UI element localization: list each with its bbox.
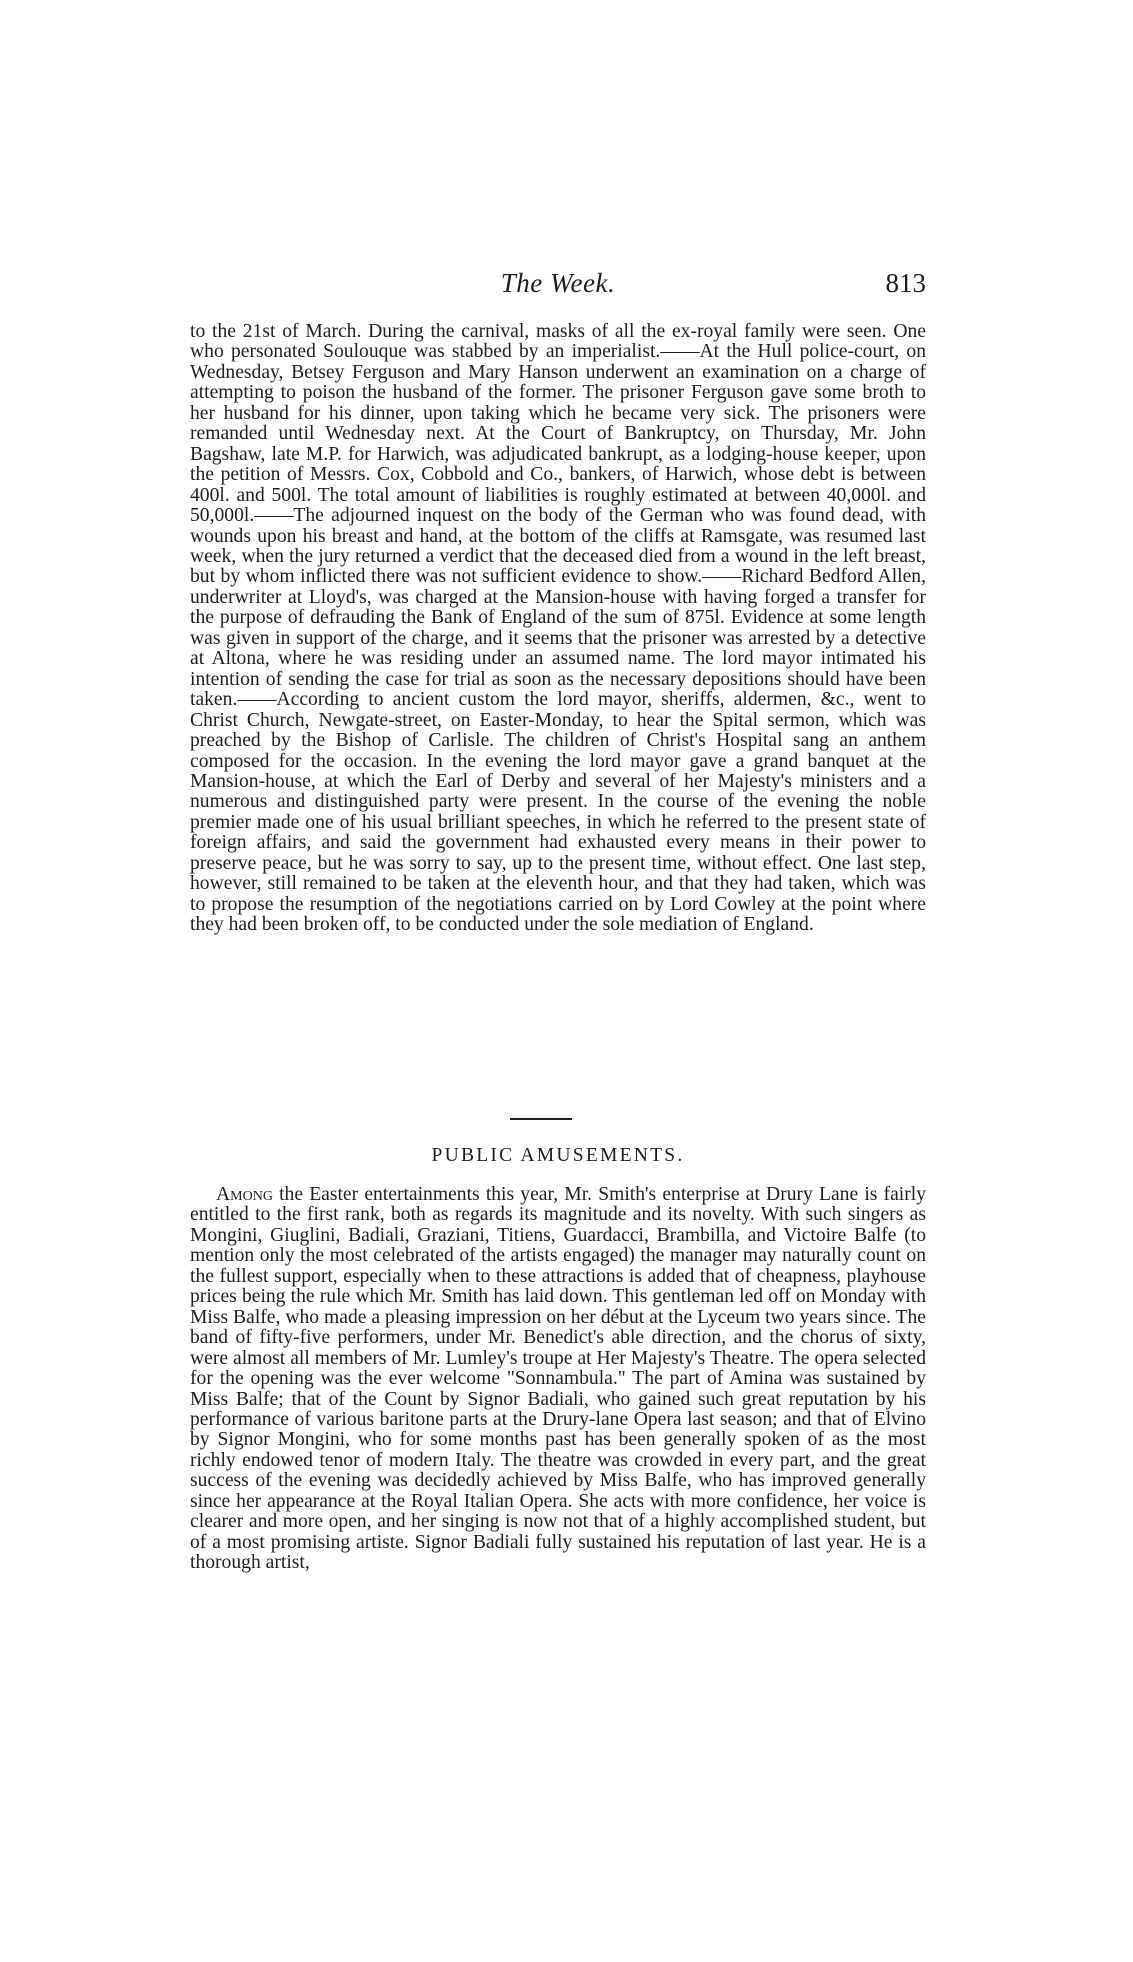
page-header xyxy=(190,268,926,308)
section-heading: PUBLIC AMUSEMENTS. xyxy=(431,1145,685,1166)
section-divider xyxy=(510,1118,572,1120)
article-paragraph-week-news: to the 21st of March. During the carnival, masks of all the ex-royal family were seen. One who personated Soulouque was stabbed by an imperialist.——At the Hull police-court, on Wednesday, Betsey Ferguson and Mary Hanson underwent an examination on a charge of attempting to poison the husband of the former. The prisoner Ferguson gave some broth to her husband for his dinner, upon taking which he became very sick. The prisoners were remanded until Wednesday next. At the Court of Bankruptcy, on Thursday, Mr. John Bagshaw, late M.P. for Harwich, was adjudicated bankrupt, as a lodging-house keeper, upon the petition of Messrs. Cox, Cobbold and Co., bankers, of Harwich, whose debt is between 400l. and 500l. The total amount of liabilities is roughly estimated at between 40,000l. and 50,000l.——The adjourned inquest on the body of the German who was found dead, with wounds upon his breast and hand, at the bottom of the cliffs at Ramsgate, was resumed last week, when the jury returned a verdict that the deceased died from a wound in the left breast, but by whom inflicted there was not sufficient evidence to show.——Richard Bedford Allen, underwriter at Lloyd's, was charged at the Mansion-house with having forged a transfer for the purpose of defrauding the Bank of England of the sum of 875l. Evidence at some length was given in support of the charge, and it seems that the prisoner was arrested by a detective at Altona, where he was residing under an assumed name. The lord mayor intimated his intention of sending the case for trial as soon as the necessary depositions should have been taken.——According to ancient custom the lord mayor, sheriffs, aldermen, &c., went to Christ Church, Newgate-street, on Easter-Monday, to hear the Spital sermon, which was preached by the Bishop of Carlisle. The children of Christ's Hospital sang an anthem composed for the occasion. In the evening the lord mayor gave a grand banquet at the Mansion-house, at which the Earl of Derby and several of her Majesty's ministers and a numerous and distinguished party were present. In the course of the evening the noble premier made one of his usual brilliant speeches, in which he referred to the present state of foreign affairs, and said the government had exhausted every means in their power to preserve peace, but he was sorry to say, up to the present time, without effect. One last step, however, still remained to be taken at the eleventh hour, and that they had taken, which was to propose the resumption of the negotiations carried on by Lord Cowley at the point where they had been broken off, to be conducted under the sole mediation of England. xyxy=(190,321,926,936)
page-number: 813 xyxy=(885,268,926,298)
article-paragraph-public-amusements xyxy=(190,1185,926,1574)
lead-word: Among xyxy=(216,1184,273,1205)
running-title: The Week. xyxy=(500,268,616,298)
paragraph-body: the Easter entertainments this year, Mr. Smith's enterprise at Drury Lane is fairly entitled to the first rank, both as regards its magnitude and its novelty. With such singers as Mongini, Giuglini, Badiali, Graziani, Titiens, Guardacci, Brambilla, and Victoire Balfe (to mention only the most celebrated of the artists engaged) the manager may naturally count on the fullest support, especially when to these attractions is added that of cheapness, playhouse prices being the rule which Mr. Smith has laid down. This gentleman led off on Monday with Miss Balfe, who made a pleasing impression on her début at the Lyceum two years since. The band of fifty-five performers, under Mr. Benedict's able direction, and the chorus of sixty, were almost all members of Mr. Lumley's troupe at Her Majesty's Theatre. The opera selected for the opening was the ever welcome "Sonnambula." The part of Amina was sustained by Miss Balfe; that of the Count by Signor Badiali, who gained such great reputation by his performance of various baritone parts at the Drury-lane Opera last season; and that of Elvino by Signor Mongini, who for some months past has been generally spoken of as the most richly endowed tenor of modern Italy. The theatre was crowded in every part, and the great success of the evening was decidedly achieved by Miss Balfe, who has improved generally since her appearance at the Royal Italian Opera. She acts with more confidence, her voice is clearer and more open, and her singing is now not that of a highly accomplished student, but of a most promising artiste. Signor Badiali fully sustained his reputation of last year. He is a thorough artist, xyxy=(190,1184,926,1574)
